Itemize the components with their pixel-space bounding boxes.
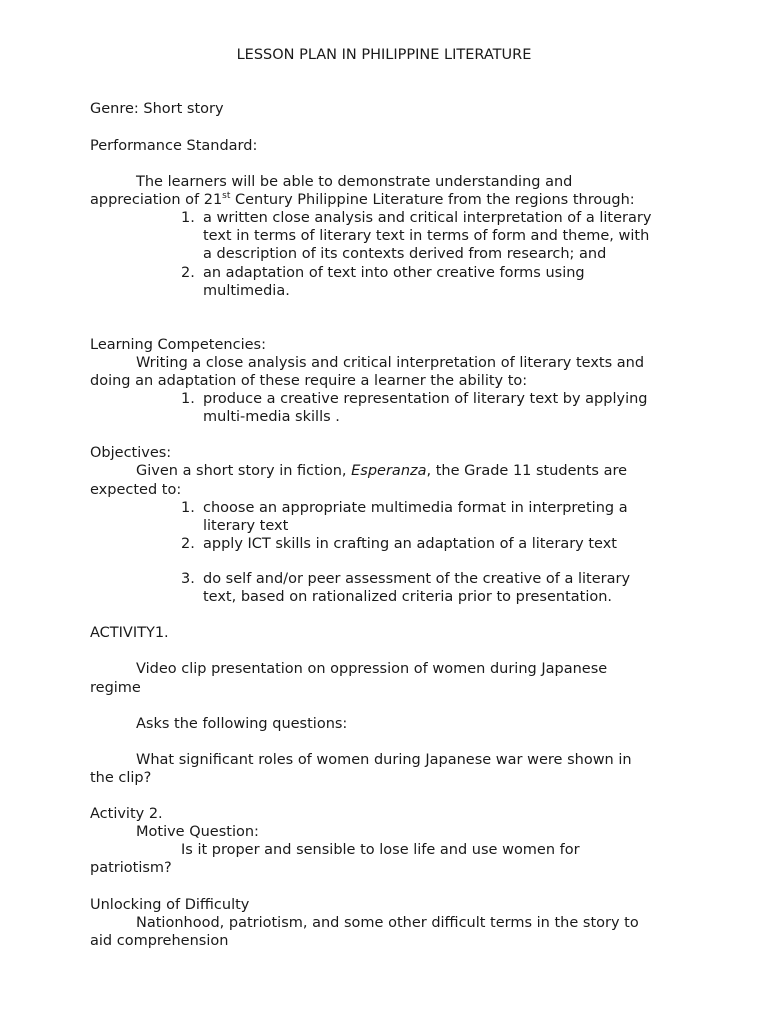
learning-competencies-intro-1: Writing a close analysis and critical interpretation of literary texts and [136, 355, 645, 371]
motive-question-1: Is it proper and sensible to lose life and use women for [181, 842, 580, 858]
learning-competencies-intro-2: doing an adaptation of these require a learner the ability to: [90, 373, 528, 389]
performance-standard-intro-1: The learners will be able to demonstrate understanding and [136, 174, 573, 190]
list-item-text: a written close analysis and critical interpretation of a literary [203, 210, 652, 226]
intro-text-post: Century Philippine Literature from the regions through: [230, 192, 635, 208]
learning-competencies-heading: Learning Competencies: [90, 337, 266, 353]
list-item-number: 1. [181, 391, 195, 407]
unlocking-heading: Unlocking of Difficulty [90, 897, 250, 913]
list-item-text: a description of its contexts derived from research; and [203, 246, 607, 262]
objectives-intro-2: expected to: [90, 482, 182, 498]
list-item-text: text, based on rationalized criteria prior to presentation. [203, 589, 613, 605]
list-item-number: 3. [181, 571, 195, 587]
list-item-number: 1. [181, 210, 195, 226]
genre-line: Genre: Short story [90, 101, 224, 117]
list-item-text: text in terms of literary text in terms of form and theme, with [203, 228, 650, 244]
activity2-heading: Activity 2. [90, 806, 163, 822]
list-item-text: apply ICT skills in crafting an adaptation of a literary text [203, 536, 617, 552]
unlocking-text-2: aid comprehension [90, 933, 229, 949]
list-item-text: multimedia. [203, 283, 290, 299]
objectives-intro-1 [136, 462, 627, 480]
motive-question-heading: Motive Question: [136, 824, 259, 840]
activity1-question-1: What significant roles of women during Japanese war were shown in [136, 752, 632, 768]
unlocking-text-1: Nationhood, patriotism, and some other difficult terms in the story to [136, 915, 639, 931]
list-item-number: 1. [181, 500, 195, 516]
list-item-text: produce a creative representation of literary text by applying [203, 391, 648, 407]
list-item-text: multi-media skills . [203, 409, 340, 425]
story-title: Esperanza [351, 463, 427, 479]
list-item-number: 2. [181, 536, 195, 552]
activity1-asks: Asks the following questions: [136, 716, 348, 732]
performance-standard-heading: Performance Standard: [90, 138, 258, 154]
intro-text-pre: appreciation of 21 [90, 192, 223, 208]
objectives-heading: Objectives: [90, 445, 172, 461]
objectives-text-pre: Given a short story in fiction, [136, 463, 352, 479]
activity1-video-2: regime [90, 680, 141, 696]
motive-question-2: patriotism? [90, 860, 172, 876]
list-item-text: do self and/or peer assessment of the creative of a literary [203, 571, 631, 587]
list-item-text: literary text [203, 518, 289, 534]
performance-standard-intro-2 [90, 191, 635, 209]
activity1-video-1: Video clip presentation on oppression of women during Japanese [136, 661, 608, 677]
list-item-number: 2. [181, 265, 195, 281]
document-title: LESSON PLAN IN PHILIPPINE LITERATURE [236, 47, 532, 63]
activity1-heading: ACTIVITY1. [90, 625, 169, 641]
list-item-text: choose an appropriate multimedia format in interpreting a [203, 500, 628, 516]
activity1-question-2: the clip? [90, 770, 152, 786]
ordinal-superscript: st [222, 191, 231, 202]
list-item-text: an adaptation of text into other creative forms using [203, 265, 585, 281]
objectives-text-post: , the Grade 11 students are [426, 463, 628, 479]
